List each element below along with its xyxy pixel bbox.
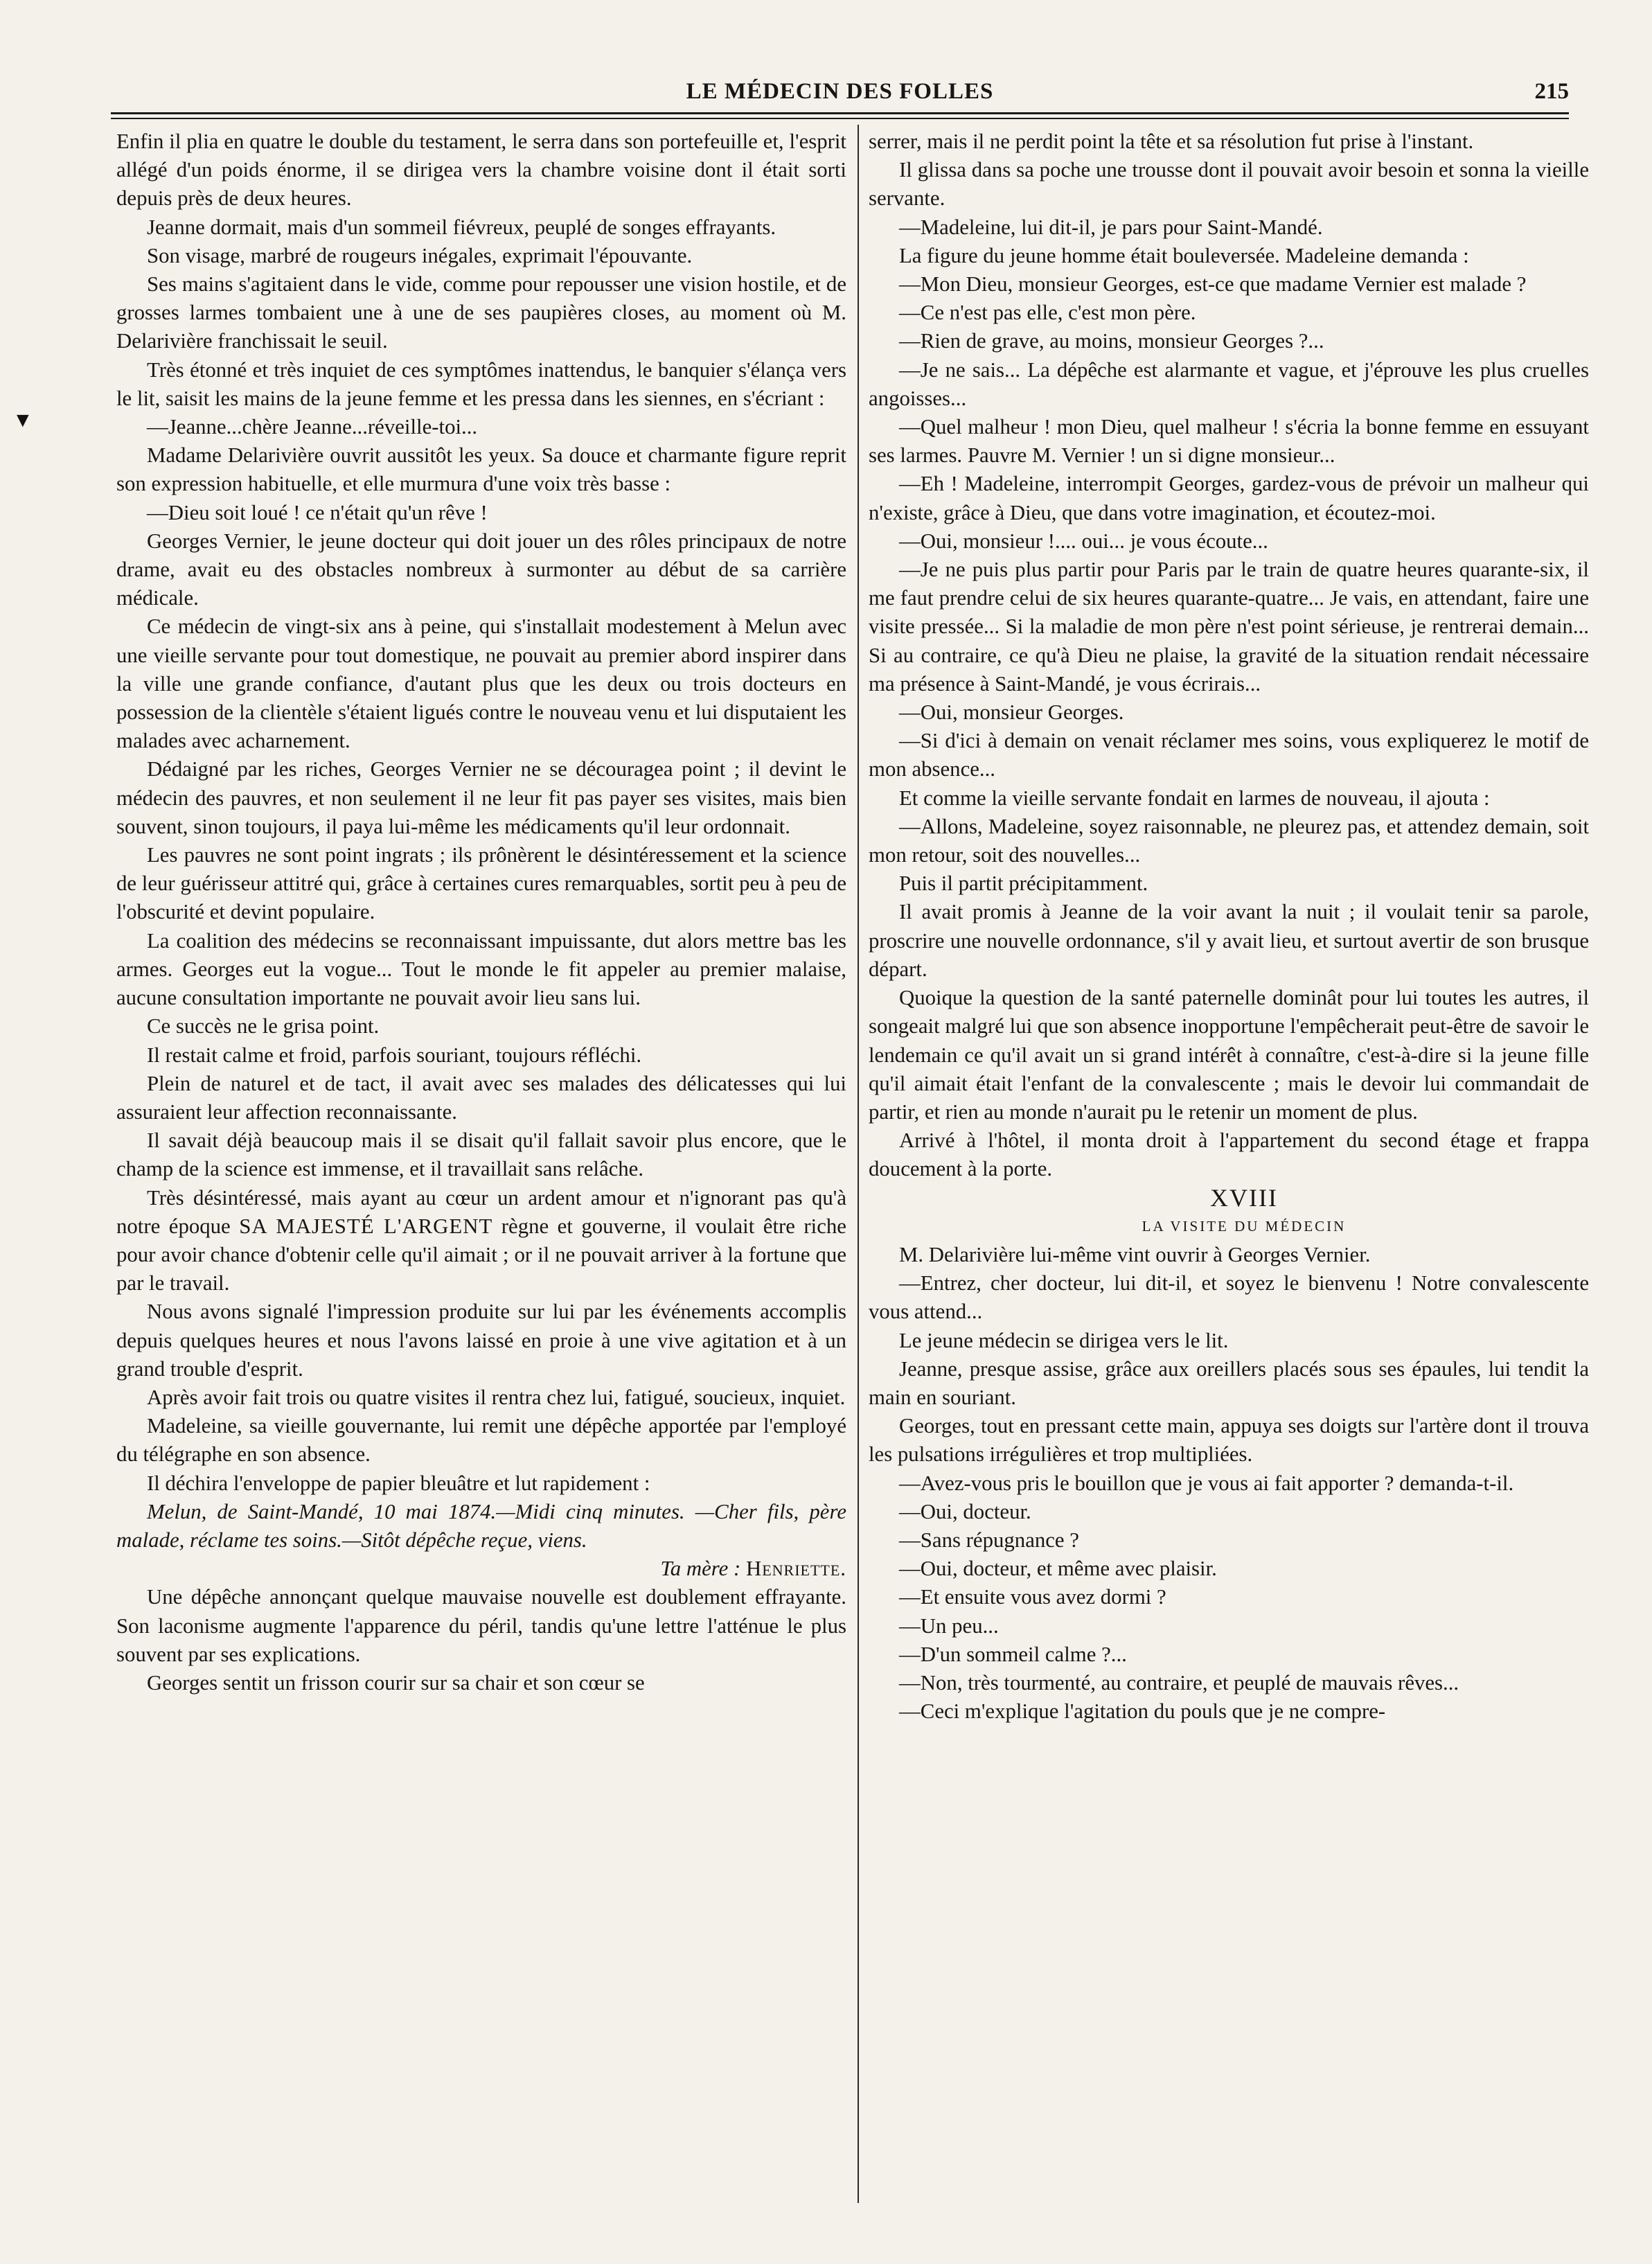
paragraph: Georges, tout en pressant cette main, appuya ses doigts sur l'artère dont il trouva les pulsations irrégulières et trop multipliées. — [869, 1414, 1589, 1467]
paragraph: Son visage, marbré de rougeurs inégales, exprimait l'épouvante. — [147, 243, 693, 267]
dialogue-line: —Jeanne...chère Jeanne...réveille-toi... — [147, 415, 478, 439]
dialogue-line: —Oui, monsieur !.... oui... je vous écoute... — [899, 529, 1268, 553]
chapter-title: LA VISITE DU MÉDECIN — [1142, 1217, 1347, 1235]
paragraph: Quoique la question de la santé paternelle dominât pour lui toutes les autres, il songeait malgré lui que son absence inopportune l'empêcherait peut-être de savoir le lendemain ce qu'il avait un si grand intérêt à connaître, c'est-à-dire si la jeune fille qu'il aimait était l'enfant de la convalescente ; mais le devoir lui commandait de partir, et rien au monde n'aurait pu le retenir un moment de plus. — [869, 986, 1589, 1124]
paragraph: Nous avons signalé l'impression produite sur lui par les événements accomplis depuis quelques heures et nous l'avons laissé en proie à une vive agitation et à un grand trouble d'esprit. — [116, 1300, 846, 1381]
dialogue-line: —Si d'ici à demain on venait réclamer mes soins, vous expliquerez le motif de mon absence... — [869, 729, 1589, 781]
right-column — [869, 127, 1589, 1726]
dialogue-line: —Avez-vous pris le bouillon que je vous ai fait apporter ? demanda-t-il. — [899, 1471, 1514, 1495]
paragraph: Ses mains s'agitaient dans le vide, comme pour repousser une vision hostile, et de grosses larmes tombaient une à une de ses paupières closes, au moment où M. Delarivière franchissait le seuil. — [116, 272, 846, 353]
paragraph: Puis il partit précipitamment. — [899, 872, 1148, 896]
paragraph: La figure du jeune homme était bouleversée. Madeleine demanda : — [899, 243, 1469, 267]
dialogue-line: —Madeleine, lui dit-il, je pars pour Saint-Mandé. — [899, 215, 1323, 239]
paragraph: Plein de naturel et de tact, il avait avec ses malades des délicatesses qui lui assuraient leur affection reconnaissante. — [116, 1071, 846, 1124]
paragraph: Les pauvres ne sont point ingrats ; ils prônèrent le désintéressement et la science de leur guérisseur attitré qui, grâce à certaines cures remarquables, sortit peu à peu de l'obscurité et devint populaire. — [116, 843, 846, 924]
header-rule — [111, 112, 1569, 114]
paragraph: Il avait promis à Jeanne de la voir avant la nuit ; il voulait tenir sa parole, proscrire une nouvelle ordonnance, s'il y avait lieu, et surtout avertir de son brusque départ. — [869, 900, 1589, 981]
dialogue-line: —Oui, docteur, et même avec plaisir. — [899, 1557, 1217, 1581]
dialogue-line: —Sans répugnance ? — [899, 1528, 1079, 1552]
small-caps-phrase: SA MAJESTÉ L'ARGENT — [239, 1214, 493, 1238]
telegram-signature — [116, 1555, 846, 1583]
paragraph: Georges Vernier, le jeune docteur qui doit jouer un des rôles principaux de notre drame, avait eu des obstacles nombreux à surmonter au début de sa carrière médicale. — [116, 529, 846, 610]
paragraph: Enfin il plia en quatre le double du testament, le serra dans son portefeuille et, l'esprit allégé d'un poids énorme, il se dirigea vers la chambre voisine dont il était sorti depuis près de deux heures. — [116, 130, 846, 211]
dialogue-line: —Dieu soit loué ! ce n'était qu'un rêve ! — [147, 500, 488, 524]
paragraph: Georges sentit un frisson courir sur sa chair et son cœur se — [147, 1670, 645, 1695]
dialogue-line: —Je ne sais... La dépêche est alarmante et vague, et j'éprouve les plus cruelles angoisses... — [869, 357, 1589, 410]
dialogue-line: —Eh ! Madeleine, interrompit Georges, gardez-vous de prévoir un malheur qui n'existe, grâce à Dieu, que dans votre imagination, et écoutez-moi. — [869, 472, 1589, 524]
paragraph: Jeanne dormait, mais d'un sommeil fiévreux, peuplé de songes effrayants. — [147, 215, 776, 239]
paragraph — [116, 1184, 846, 1298]
paragraph: Une dépêche annonçant quelque mauvaise nouvelle est doublement effrayante. Son laconisme augmente l'apparence du péril, tandis qu'une lettre l'atténue le plus souvent par ses explications. — [116, 1585, 846, 1666]
paragraph: Il restait calme et froid, parfois souriant, toujours réfléchi. — [147, 1043, 642, 1067]
running-head — [111, 75, 1569, 116]
header-rule-thin — [111, 118, 1569, 119]
dialogue-line: —Oui, monsieur Georges. — [899, 700, 1124, 725]
dialogue-line: —Un peu... — [899, 1613, 999, 1638]
paragraph: Après avoir fait trois ou quatre visites il rentra chez lui, fatigué, soucieux, inquiet. — [147, 1385, 846, 1409]
dialogue-line: —Ceci m'explique l'agitation du pouls que je ne compre- — [899, 1699, 1386, 1724]
dialogue-line: —Et ensuite vous avez dormi ? — [899, 1585, 1166, 1609]
paragraph: Madame Delarivière ouvrit aussitôt les yeux. Sa douce et charmante figure reprit son expression habituelle, et elle murmura d'une voix très basse : — [116, 443, 846, 496]
paragraph-text: règne et gouverne, il voulait être riche pour avoir chance d'obtenir celle qu'il aimait ; or il ne pouvait arriver à la fortune que par le travail. — [116, 1214, 846, 1295]
paragraph: Il glissa dans sa poche une trousse dont il pouvait avoir besoin et sonna la vieille servante. — [869, 158, 1589, 211]
running-title: LE MÉDECIN DES FOLLES — [686, 79, 994, 104]
dialogue-line: —Oui, docteur. — [899, 1499, 1031, 1523]
column-divider — [858, 125, 859, 2203]
paragraph: M. Delarivière lui-même vint ouvrir à Georges Vernier. — [899, 1242, 1371, 1266]
dialogue-line: —Mon Dieu, monsieur Georges, est-ce que madame Vernier est malade ? — [899, 272, 1527, 297]
paragraph: Et comme la vieille servante fondait en larmes de nouveau, il ajouta : — [899, 786, 1490, 810]
left-column — [116, 127, 846, 1697]
dialogue-line: —Je ne puis plus partir pour Paris par le train de quatre heures quarante-six, il me faut prendre celui de six heures quarante-quatre... Je vais, en attendant, faire une visite pressée... Si la maladie de mon père n'est point sérieuse, je rentrerai demain... Si au contraire, ce qu'à Dieu ne plaise, la gravité de la situation rendait nécessaire ma présence à Saint-Mandé, je vous écrirais... — [869, 558, 1589, 696]
telegram-signature-prefix: Ta mère : — [660, 1557, 741, 1581]
paragraph: Très étonné et très inquiet de ces symptômes inattendus, le banquier s'élança vers le lit, saisit les mains de la jeune femme et les pressa dans les siennes, en s'écriant : — [116, 357, 846, 410]
paragraph: La coalition des médecins se reconnaissant impuissante, dut alors mettre bas les armes. Georges eut la vogue... Tout le monde le fit appeler au premier malaise, aucune consultation importante ne pouvait avoir lieu sans lui. — [116, 928, 846, 1010]
paragraph: Madeleine, sa vieille gouvernante, lui remit une dépêche apportée par l'employé du télégraphe en son absence. — [116, 1414, 846, 1467]
paragraph: Il déchira l'enveloppe de papier bleuâtre et lut rapidement : — [147, 1471, 650, 1495]
paragraph: Ce succès ne le grisa point. — [147, 1014, 380, 1038]
telegram-text: Melun, de Saint-Mandé, 10 mai 1874.—Midi cinq minutes. —Cher fils, père malade, réclame tes soins.—Sitôt dépêche reçue, viens. — [116, 1499, 846, 1552]
dialogue-line: —Allons, Madeleine, soyez raisonnable, ne pleurez pas, et attendez demain, soit mon retour, soit des nouvelles... — [869, 814, 1589, 867]
paragraph: Le jeune médecin se dirigea vers le lit. — [899, 1328, 1229, 1352]
dialogue-line: —Non, très tourmenté, au contraire, et peuplé de mauvais rêves... — [899, 1670, 1459, 1695]
paragraph: Ce médecin de vingt-six ans à peine, qui s'installait modestement à Melun avec une vieille servante pour tout domestique, ne pouvait au premier abord inspirer dans la ville une grande confiance, d'autant plus que les deux ou trois docteurs en possession de la clientèle s'étaient ligués contre le nouveau venu et lui disputaient les malades avec acharnement. — [116, 614, 846, 753]
paragraph: Jeanne, presque assise, grâce aux oreillers placés sous ses épaules, lui tendit la main en souriant. — [869, 1356, 1589, 1409]
dialogue-line: —Ce n'est pas elle, c'est mon père. — [899, 301, 1196, 325]
paragraph: Il savait déjà beaucoup mais il se disait qu'il fallait savoir plus encore, que le champ de la science est immense, et il travaillait sans relâche. — [116, 1129, 846, 1181]
dialogue-line: —Entrez, cher docteur, lui dit-il, et soyez le bienvenu ! Notre convalescente vous attend... — [869, 1271, 1589, 1324]
dialogue-line: —D'un sommeil calme ?... — [899, 1642, 1127, 1666]
telegram-signature-name: Henriette. — [745, 1557, 846, 1581]
paragraph-text: Très désintéressé, mais ayant au cœur un ardent amour et n'ignorant pas qu'à notre époque — [116, 1185, 846, 1238]
chapter-number: XVIII — [1210, 1183, 1278, 1212]
paragraph: Dédaigné par les riches, Georges Vernier ne se découragea point ; il devint le médecin des pauvres, et non seulement il ne leur fit pas payer ses visites, mais bien souvent, sinon toujours, il paya lui-même les médicaments qu'il leur ordonnait. — [116, 757, 846, 838]
dialogue-line: —Rien de grave, au moins, monsieur Georges ?... — [899, 329, 1324, 353]
margin-arrow-mark: ▼ — [12, 409, 33, 432]
page-number: 215 — [1534, 79, 1569, 104]
dialogue-line: —Quel malheur ! mon Dieu, quel malheur ! s'écria la bonne femme en essuyant ses larmes. Pauvre M. Vernier ! un si digne monsieur... — [869, 415, 1589, 468]
paragraph: serrer, mais il ne perdit point la tête et sa résolution fut prise à l'instant. — [869, 130, 1474, 153]
paragraph: Arrivé à l'hôtel, il monta droit à l'appartement du second étage et frappa doucement à la porte. — [869, 1129, 1589, 1181]
